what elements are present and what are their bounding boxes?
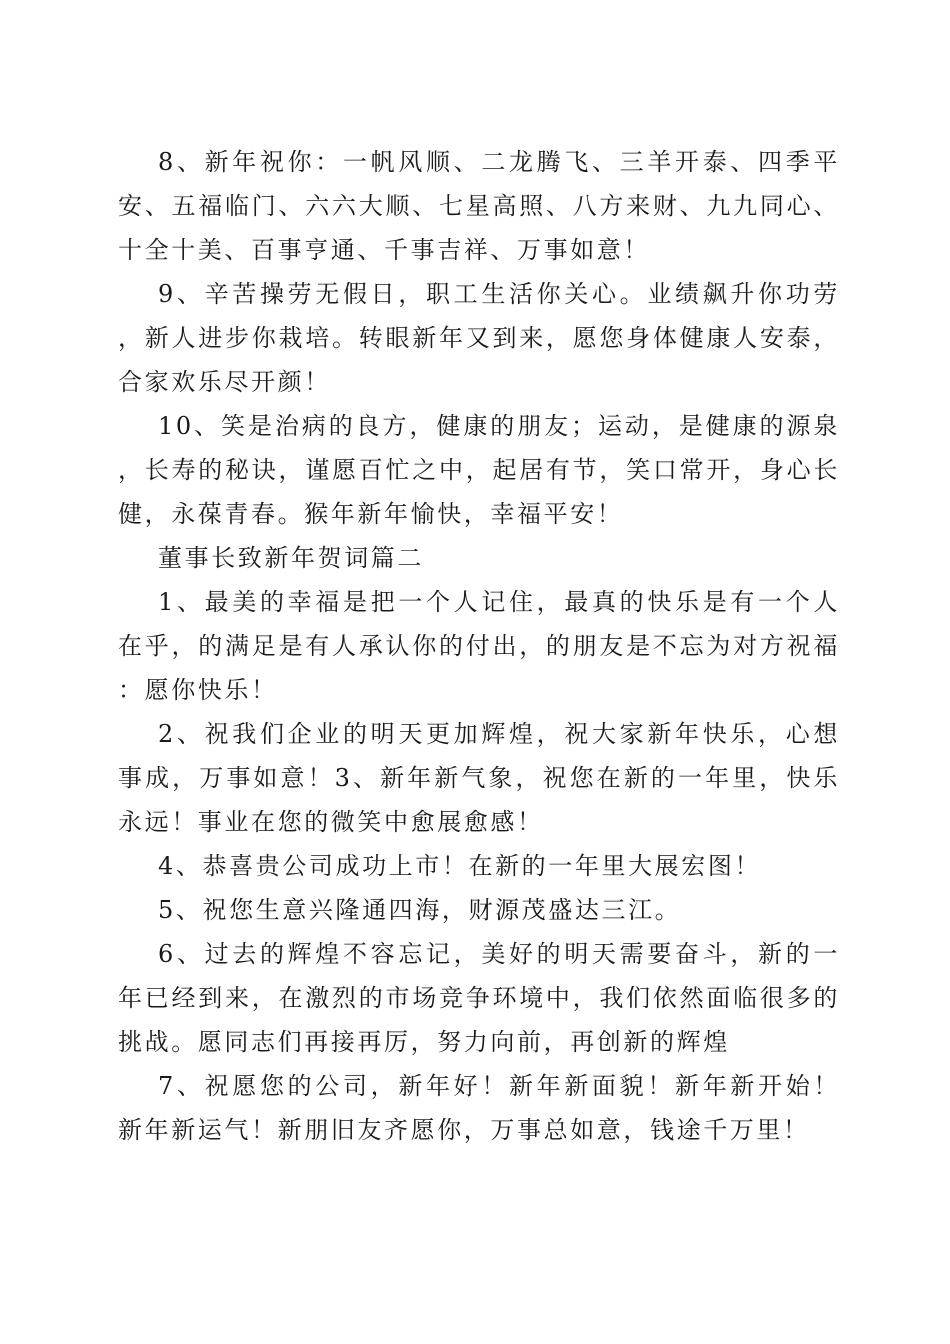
section-paragraph-2: 2、祝我们企业的明天更加辉煌，祝大家新年快乐，心想事成，万事如意！3、新年新气象，祝您在新的一年里，快乐永远！事业在您的微笑中愈展愈感！ xyxy=(118,720,840,836)
paragraph-8: 8、新年祝你：一帆风顺、二龙腾飞、三羊开泰、四季平安、五福临门、六六大顺、七星高照、八方来财、九九同心、十全十美、百事亨通、千事吉祥、万事如意！ xyxy=(118,148,840,264)
section-heading: 董事长致新年贺词篇二 xyxy=(158,544,424,572)
paragraph-10: 10、笑是治病的良方，健康的朋友；运动，是健康的源泉，长寿的秘诀，谨愿百忙之中，起居有节，笑口常开，身心长健，永葆青春。猴年新年愉快，幸福平安！ xyxy=(118,412,840,528)
document-body xyxy=(118,140,840,1152)
section-paragraph-1: 1、最美的幸福是把一个人记住，最真的快乐是有一个人在乎，的满足是有人承认你的付出，的朋友是不忘为对方祝福：愿你快乐！ xyxy=(118,588,840,704)
paragraph-9: 9、辛苦操劳无假日，职工生活你关心。业绩飙升你功劳，新人进步你栽培。转眼新年又到来，愿您身体健康人安泰，合家欢乐尽开颜！ xyxy=(118,280,840,396)
section-paragraph-7: 7、祝愿您的公司，新年好！新年新面貌！新年新开始！新年新运气！新朋旧友齐愿你，万事总如意，钱途千万里！ xyxy=(118,1072,840,1144)
section-paragraph-4: 4、恭喜贵公司成功上市！在新的一年里大展宏图！ xyxy=(158,852,762,880)
section-paragraph-5: 5、祝您生意兴隆通四海，财源茂盛达三江。 xyxy=(158,896,682,924)
section-paragraph-6: 6、过去的辉煌不容忘记，美好的明天需要奋斗，新的一年已经到来，在激烈的市场竞争环境中，我们依然面临很多的挑战。愿同志们再接再厉，努力向前，再创新的辉煌 xyxy=(118,940,840,1056)
